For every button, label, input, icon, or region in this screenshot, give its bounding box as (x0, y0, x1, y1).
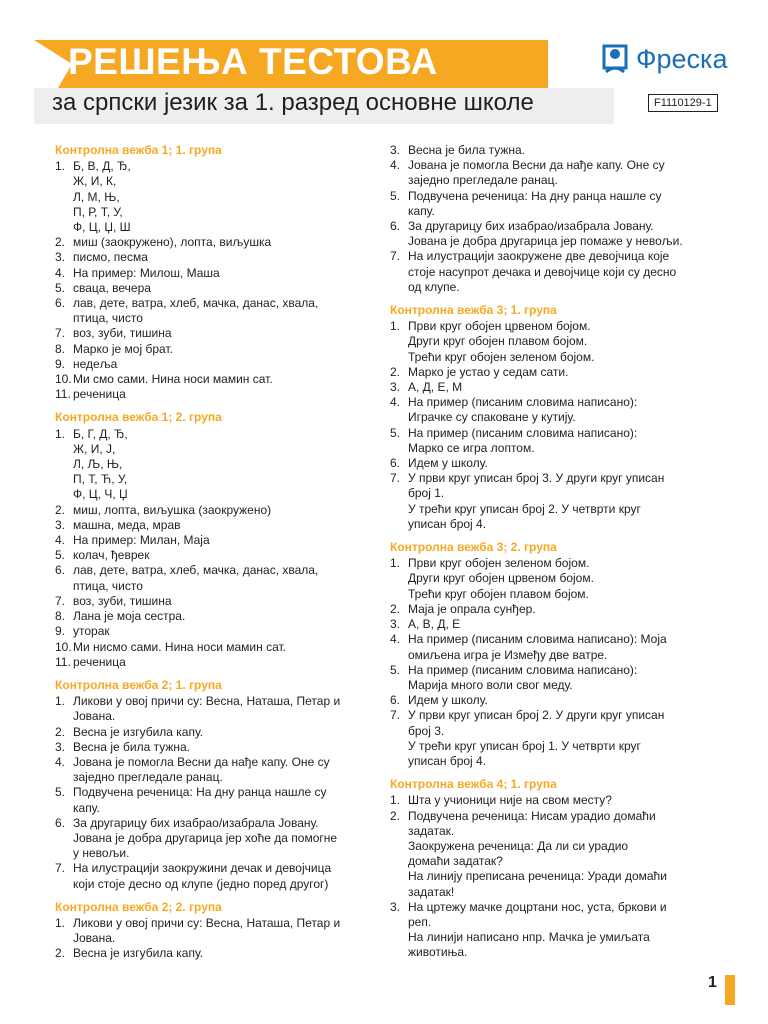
answer-item (55, 159, 375, 235)
item-text: Б, Г, Д, Ђ, Ж, И, Ј, Л, Љ, Њ, П, Т, Ћ, У, Ф, Ц, Ч, Џ (73, 426, 128, 502)
item-text: Први круг обојен зеленом бојом. Други круг обојен црвеном бојом. Трећи круг обојен плавом бојом. (408, 556, 594, 601)
answer-section (55, 678, 375, 892)
answer-item (390, 900, 710, 961)
item-text: На пример: Милан, Маја (73, 533, 210, 548)
answer-item (55, 357, 375, 372)
page-number-bar (725, 975, 735, 1005)
answer-item (390, 556, 710, 602)
right-column (390, 143, 710, 969)
item-number: 6. (55, 563, 66, 578)
item-text: На пример (писаним словима написано): Играчке су спаковане у кутију. (408, 395, 638, 425)
item-text: лав, дете, ватра, хлеб, мачка, данас, хвала, птица, чисто (73, 563, 319, 593)
item-text: машна, меда, мрав (73, 517, 181, 532)
item-text: воз, зуби, тишина (73, 593, 172, 608)
answer-item (55, 548, 375, 563)
item-number: 4. (55, 265, 66, 280)
item-number: 6. (55, 296, 66, 311)
item-text: Ликови у овој причи су: Весна, Наташа, Петар и Јована. (73, 694, 341, 724)
item-text: На пример: Милош, Маша (73, 265, 220, 280)
item-number: 9. (55, 624, 66, 639)
answer-item (55, 694, 375, 724)
item-number: 1. (390, 319, 401, 334)
item-number: 6. (55, 815, 66, 830)
answer-item (55, 503, 375, 518)
answer-section (390, 540, 710, 769)
answer-item (390, 365, 710, 380)
item-text: уторак (73, 624, 110, 639)
item-text: На пример (писаним словима написано): Марија много воли свог меду. (408, 662, 638, 692)
answer-item (390, 809, 710, 900)
item-number: 4. (390, 395, 401, 410)
item-number: 3. (55, 517, 66, 532)
item-text: Лана је моја сестра. (73, 609, 186, 624)
item-text: На пример (писаним словима написано): Марко се игра лоптом. (408, 425, 638, 455)
item-text: Идем у школу. (408, 456, 488, 471)
answer-item (55, 281, 375, 296)
page-number: 1 (708, 974, 717, 991)
item-number: 2. (390, 601, 401, 616)
answer-item (55, 816, 375, 862)
item-number: 8. (55, 609, 66, 624)
item-number: 3. (390, 143, 401, 157)
item-number: 6. (390, 219, 401, 234)
item-text: Весна је изгубила капу. (73, 724, 204, 739)
publisher-logo (600, 42, 727, 76)
answer-item (55, 296, 375, 326)
item-text: писмо, песма (73, 250, 148, 265)
item-number: 4. (55, 754, 66, 769)
item-number: 1. (55, 694, 66, 709)
item-text: Ми нисмо сами. Нина носи мамин сат. (73, 639, 287, 654)
fresko-logo-icon (600, 42, 630, 76)
answer-item (390, 143, 710, 158)
answer-item (55, 266, 375, 281)
item-number: 7. (55, 326, 66, 341)
item-number: 11. (55, 387, 71, 402)
answer-item (55, 609, 375, 624)
item-text: Подвучена реченица: На дну ранца нашле су капу. (408, 188, 662, 218)
item-number: 1. (55, 426, 66, 441)
answer-section (390, 143, 710, 295)
item-text: Ми смо сами. Нина носи мамин сат. (73, 372, 273, 387)
item-text: Марко је мој брат. (73, 341, 173, 356)
item-text: На пример (писаним словима написано): Моја омиљена игра је Између две ватре. (408, 632, 667, 662)
item-text: Весна је изгубила капу. (73, 946, 204, 961)
item-text: Шта у учионици није на свом месту? (408, 793, 612, 808)
answer-item (390, 471, 710, 532)
item-number: 3. (55, 250, 66, 265)
item-number: 7. (55, 861, 66, 876)
item-number: 2. (55, 502, 66, 517)
answer-item (55, 740, 375, 755)
item-number: 10. (55, 372, 72, 387)
document-code: F1110129-1 (648, 94, 718, 112)
answer-item (390, 708, 710, 769)
item-text: На илустрацији заокружини дечак и девојчица који стоје десно од клупе (једно поред другог) (73, 861, 332, 891)
answer-item (390, 456, 710, 471)
answer-item (55, 861, 375, 891)
item-text: Ликови у овој причи су: Весна, Наташа, Петар и Јована. (73, 915, 341, 946)
item-number: 1. (390, 793, 401, 808)
item-number: 7. (390, 249, 401, 264)
answer-item (55, 624, 375, 639)
answer-item (390, 158, 710, 188)
item-text: Подвучена реченица: На дну ранца нашле су капу. (73, 785, 327, 815)
item-number: 8. (55, 341, 66, 356)
item-text: Први круг обојен црвеном бојом. Други круг обојен плавом бојом. Трећи круг обојен зеленом бојом. (408, 319, 595, 364)
section-heading: Контролна вежба 4; 1. група (390, 777, 557, 792)
item-text: колач, ђеврек (73, 548, 150, 563)
item-text: воз, зуби, тишина (73, 326, 172, 341)
answer-item (55, 785, 375, 815)
item-text: Весна је била тужна. (408, 143, 525, 157)
answer-item (390, 693, 710, 708)
item-text: миш, лопта, виљушка (заокружено) (73, 502, 272, 517)
answer-item (55, 427, 375, 503)
item-text: Подвучена реченица: Нисам урадио домаћи задатак. Заокружена реченица: Да ли си урадио домаћи задатак? На линију преписана реченица: Уради домаћи задатак! (408, 808, 667, 899)
item-text: А, В, Д, Е (408, 617, 461, 632)
answer-item (55, 235, 375, 250)
item-text: Идем у школу. (408, 693, 488, 708)
page-title: РЕШЕЊА ТЕСТОВА (68, 41, 438, 82)
answer-item (55, 755, 375, 785)
answer-item (390, 617, 710, 632)
answer-item (55, 594, 375, 609)
item-text: сваца, вечера (73, 280, 151, 295)
answer-item (390, 793, 710, 808)
item-text: На илустрацији заокружене две девојчица које стоје насупрот дечака и девојчице који су десно од клупе. (408, 249, 677, 294)
item-number: 1. (55, 915, 66, 930)
answer-item (55, 640, 375, 655)
answer-section (55, 900, 375, 962)
section-heading: Контролна вежба 1; 1. група (55, 143, 222, 157)
item-text: Весна је била тужна. (73, 739, 190, 754)
answer-item (390, 219, 710, 249)
answer-item (55, 533, 375, 548)
answer-item (390, 632, 710, 662)
item-number: 6. (390, 456, 401, 471)
section-heading: Контролна вежба 3; 1. група (390, 303, 557, 318)
item-number: 2. (55, 946, 66, 961)
item-number: 7. (390, 471, 401, 486)
item-number: 3. (390, 899, 401, 914)
item-text: У први круг уписан број 3. У други круг уписан број 1. У трећи круг уписан број 2. У четврти круг уписан број 4. (408, 471, 665, 531)
answer-section (55, 143, 375, 402)
item-number: 3. (55, 739, 66, 754)
item-text: миш (заокружено), лопта, виљушка (73, 235, 272, 250)
item-text: реченица (73, 654, 126, 669)
item-text: За другарицу бих изабрао/изабрала Јовану. Јована је добра другарица јер хоће да помогне у невољи. (73, 815, 338, 861)
answer-item (390, 249, 710, 295)
answer-item (390, 426, 710, 456)
answer-item (55, 372, 375, 387)
item-number: 1. (390, 556, 401, 571)
item-text: За другарицу бих изабрао/изабрала Јовану. Јована је добра другарица јер помаже у невољи. (408, 219, 683, 249)
item-text: А, Д, Е, М (408, 380, 463, 395)
section-heading: Контролна вежба 3; 2. група (390, 540, 557, 555)
item-number: 2. (390, 808, 401, 823)
item-number: 5. (390, 662, 401, 677)
item-text: На цртежу мачке доцртани нос, уста, бркови и реп. На линији написано нпр. Мачка је умиљата животиња. (408, 899, 667, 960)
answer-item (55, 725, 375, 740)
item-number: 11. (55, 654, 71, 669)
answer-item (55, 387, 375, 402)
item-number: 10. (55, 639, 72, 654)
brand-name: Фреска (636, 43, 728, 74)
item-number: 5. (55, 548, 66, 563)
answer-item (55, 518, 375, 533)
section-heading: Контролна вежба 2; 2. група (55, 899, 222, 914)
answer-section (390, 303, 710, 532)
item-text: У први круг уписан број 2. У други круг уписан број 3. У трећи круг уписан број 1. У четврти круг уписан број 4. (408, 708, 665, 768)
item-number: 3. (390, 380, 401, 395)
answer-section (55, 410, 375, 669)
item-number: 5. (390, 425, 401, 440)
item-number: 4. (55, 533, 66, 548)
item-text: Марко је устао у седам сати. (408, 364, 569, 379)
item-text: Јована је помогла Весни да нађе капу. Оне су заједно прегледале ранац. (73, 754, 330, 785)
answer-item (55, 563, 375, 593)
item-number: 2. (390, 364, 401, 379)
item-number: 2. (55, 724, 66, 739)
item-text: недеља (73, 356, 118, 371)
item-number: 3. (390, 617, 401, 632)
item-number: 4. (390, 632, 401, 647)
section-heading: Контролна вежба 2; 1. група (55, 677, 222, 692)
item-text: Јована је помогла Весни да нађе капу. Оне су заједно прегледале ранац. (408, 158, 665, 188)
answer-item (55, 342, 375, 357)
item-number: 5. (55, 280, 66, 295)
answer-item (390, 602, 710, 617)
page-subtitle: за српски језик за 1. разред основне школе (52, 89, 534, 116)
answer-item (390, 663, 710, 693)
answer-item (390, 395, 710, 425)
answer-section (390, 777, 710, 960)
answer-item (390, 380, 710, 395)
item-text: лав, дете, ватра, хлеб, мачка, данас, хвала, птица, чисто (73, 296, 319, 326)
item-number: 4. (390, 158, 401, 173)
answer-item (55, 916, 375, 946)
item-text: реченица (73, 387, 126, 402)
item-number: 5. (390, 188, 401, 203)
item-number: 7. (55, 593, 66, 608)
answer-item (390, 189, 710, 219)
answer-item (55, 250, 375, 265)
item-number: 1. (55, 159, 66, 174)
item-number: 7. (390, 708, 401, 723)
answer-item (55, 326, 375, 341)
item-number: 9. (55, 356, 66, 371)
item-text: Б, В, Д, Ђ, Ж, И, К, Л, М, Њ, П, Р, Т, У, Ф, Ц, Џ, Ш (73, 159, 131, 235)
answer-item (55, 655, 375, 670)
answer-item (390, 319, 710, 365)
answer-item (55, 946, 375, 961)
item-number: 6. (390, 693, 401, 708)
item-text: Маја је опрала сунђер. (408, 601, 536, 616)
item-number: 2. (55, 235, 66, 250)
left-column (55, 143, 375, 970)
item-number: 5. (55, 785, 66, 800)
section-heading: Контролна вежба 1; 2. група (55, 410, 222, 425)
